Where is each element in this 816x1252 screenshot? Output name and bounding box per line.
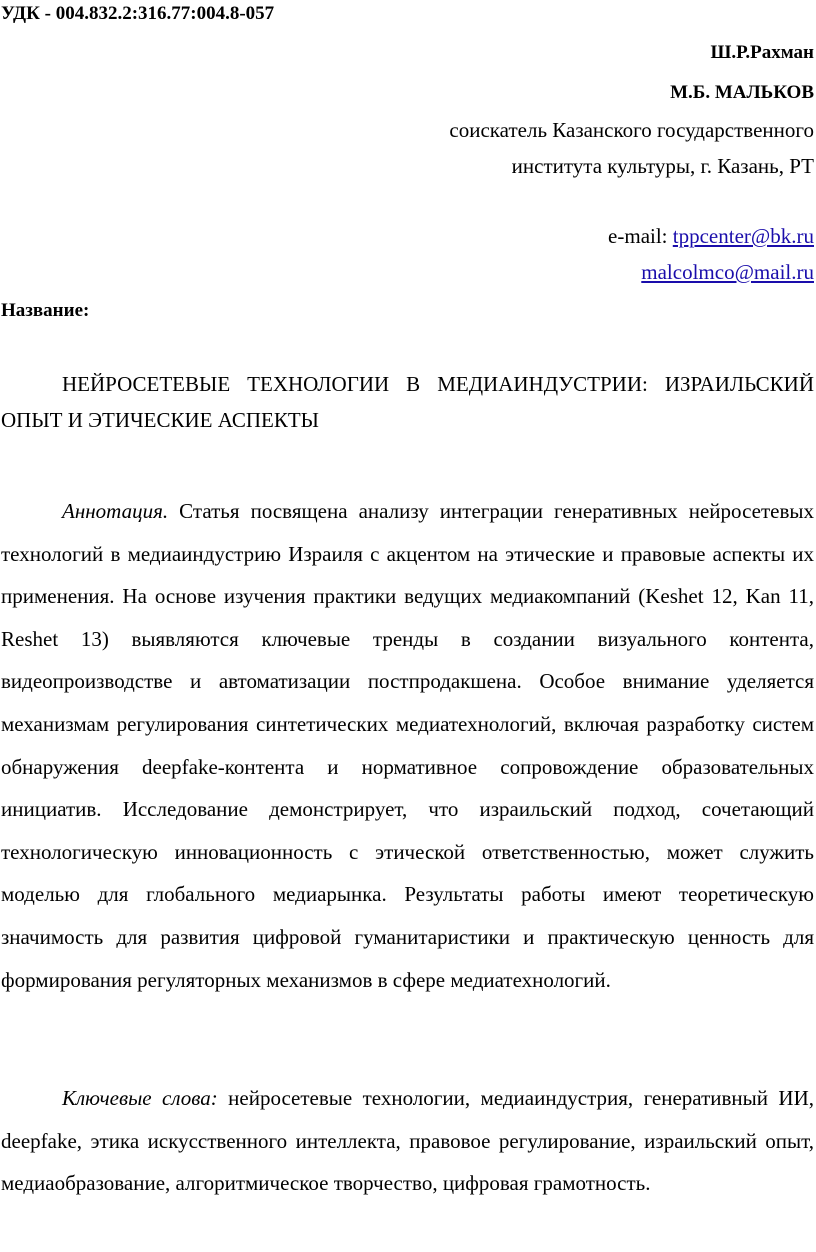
keywords-paragraph [1, 1077, 814, 1205]
title-label: Название: [1, 300, 90, 321]
email-label: e-mail: [608, 224, 673, 248]
email-link-1[interactable]: tppcenter@bk.ru [672, 224, 814, 248]
email-row-2 [214, 258, 814, 286]
article-title: НЕЙРОСЕТЕВЫЕ ТЕХНОЛОГИИ В МЕДИАИНДУСТРИИ: ИЗРАИЛЬСКИЙ ОПЫТ И ЭТИЧЕСКИЕ АСПЕКТЫ [1, 372, 814, 432]
abstract-label: Аннотация. [62, 499, 169, 523]
keywords-text: нейросетевые технологии, медиаиндустрия, генеративный ИИ, deepfake, этика искусственного интеллекта, правовое регулирование, израильский опыт, медиаобразование, алгоритмическое творчество, цифровая грамотность. [1, 1086, 814, 1196]
email-link-2[interactable]: malcolmco@mail.ru [641, 260, 814, 284]
affiliation-line-2: института культуры, г. Казань, РТ [511, 154, 814, 178]
author-name-1: Ш.Р.Рахман [710, 42, 814, 63]
keywords-label: Ключевые слова: [62, 1086, 218, 1110]
abstract-paragraph [1, 490, 814, 1001]
abstract-text: Статья посвящена анализу интеграции генеративных нейросетевых технологий в медиаиндустрию Израиля с акцентом на этические и правовые аспекты их применения. На основе изучения практики ведущих медиакомпаний (Keshet 12, Kan 11, Reshet 13) выявляются ключевые тренды в создании визуального контента, видеопроизводстве и автоматизации постпродакшена. Особое внимание уделяется механизмам регулирования синтетических медиатехнологий, включая разработку систем обнаружения deepfake-контента и нормативное сопровождение образовательных инициатив. Исследование демонстрирует, что израильский подход, сочетающий технологическую инновационность с этической ответственностью, может служить моделью для глобального медиарынка. Результаты работы имеют теоретическую значимость для развития цифровой гуманитаристики и практическую ценность для формирования регуляторных механизмов в сфере медиатехнологий. [1, 499, 814, 992]
affiliation-line-1: соискатель Казанского государственного [449, 118, 814, 142]
udk-code: УДК - 004.832.2:316.77:004.8-057 [1, 3, 275, 24]
author-name-2: М.Б. МАЛЬКОВ [670, 82, 814, 103]
email-row-1 [214, 222, 814, 250]
